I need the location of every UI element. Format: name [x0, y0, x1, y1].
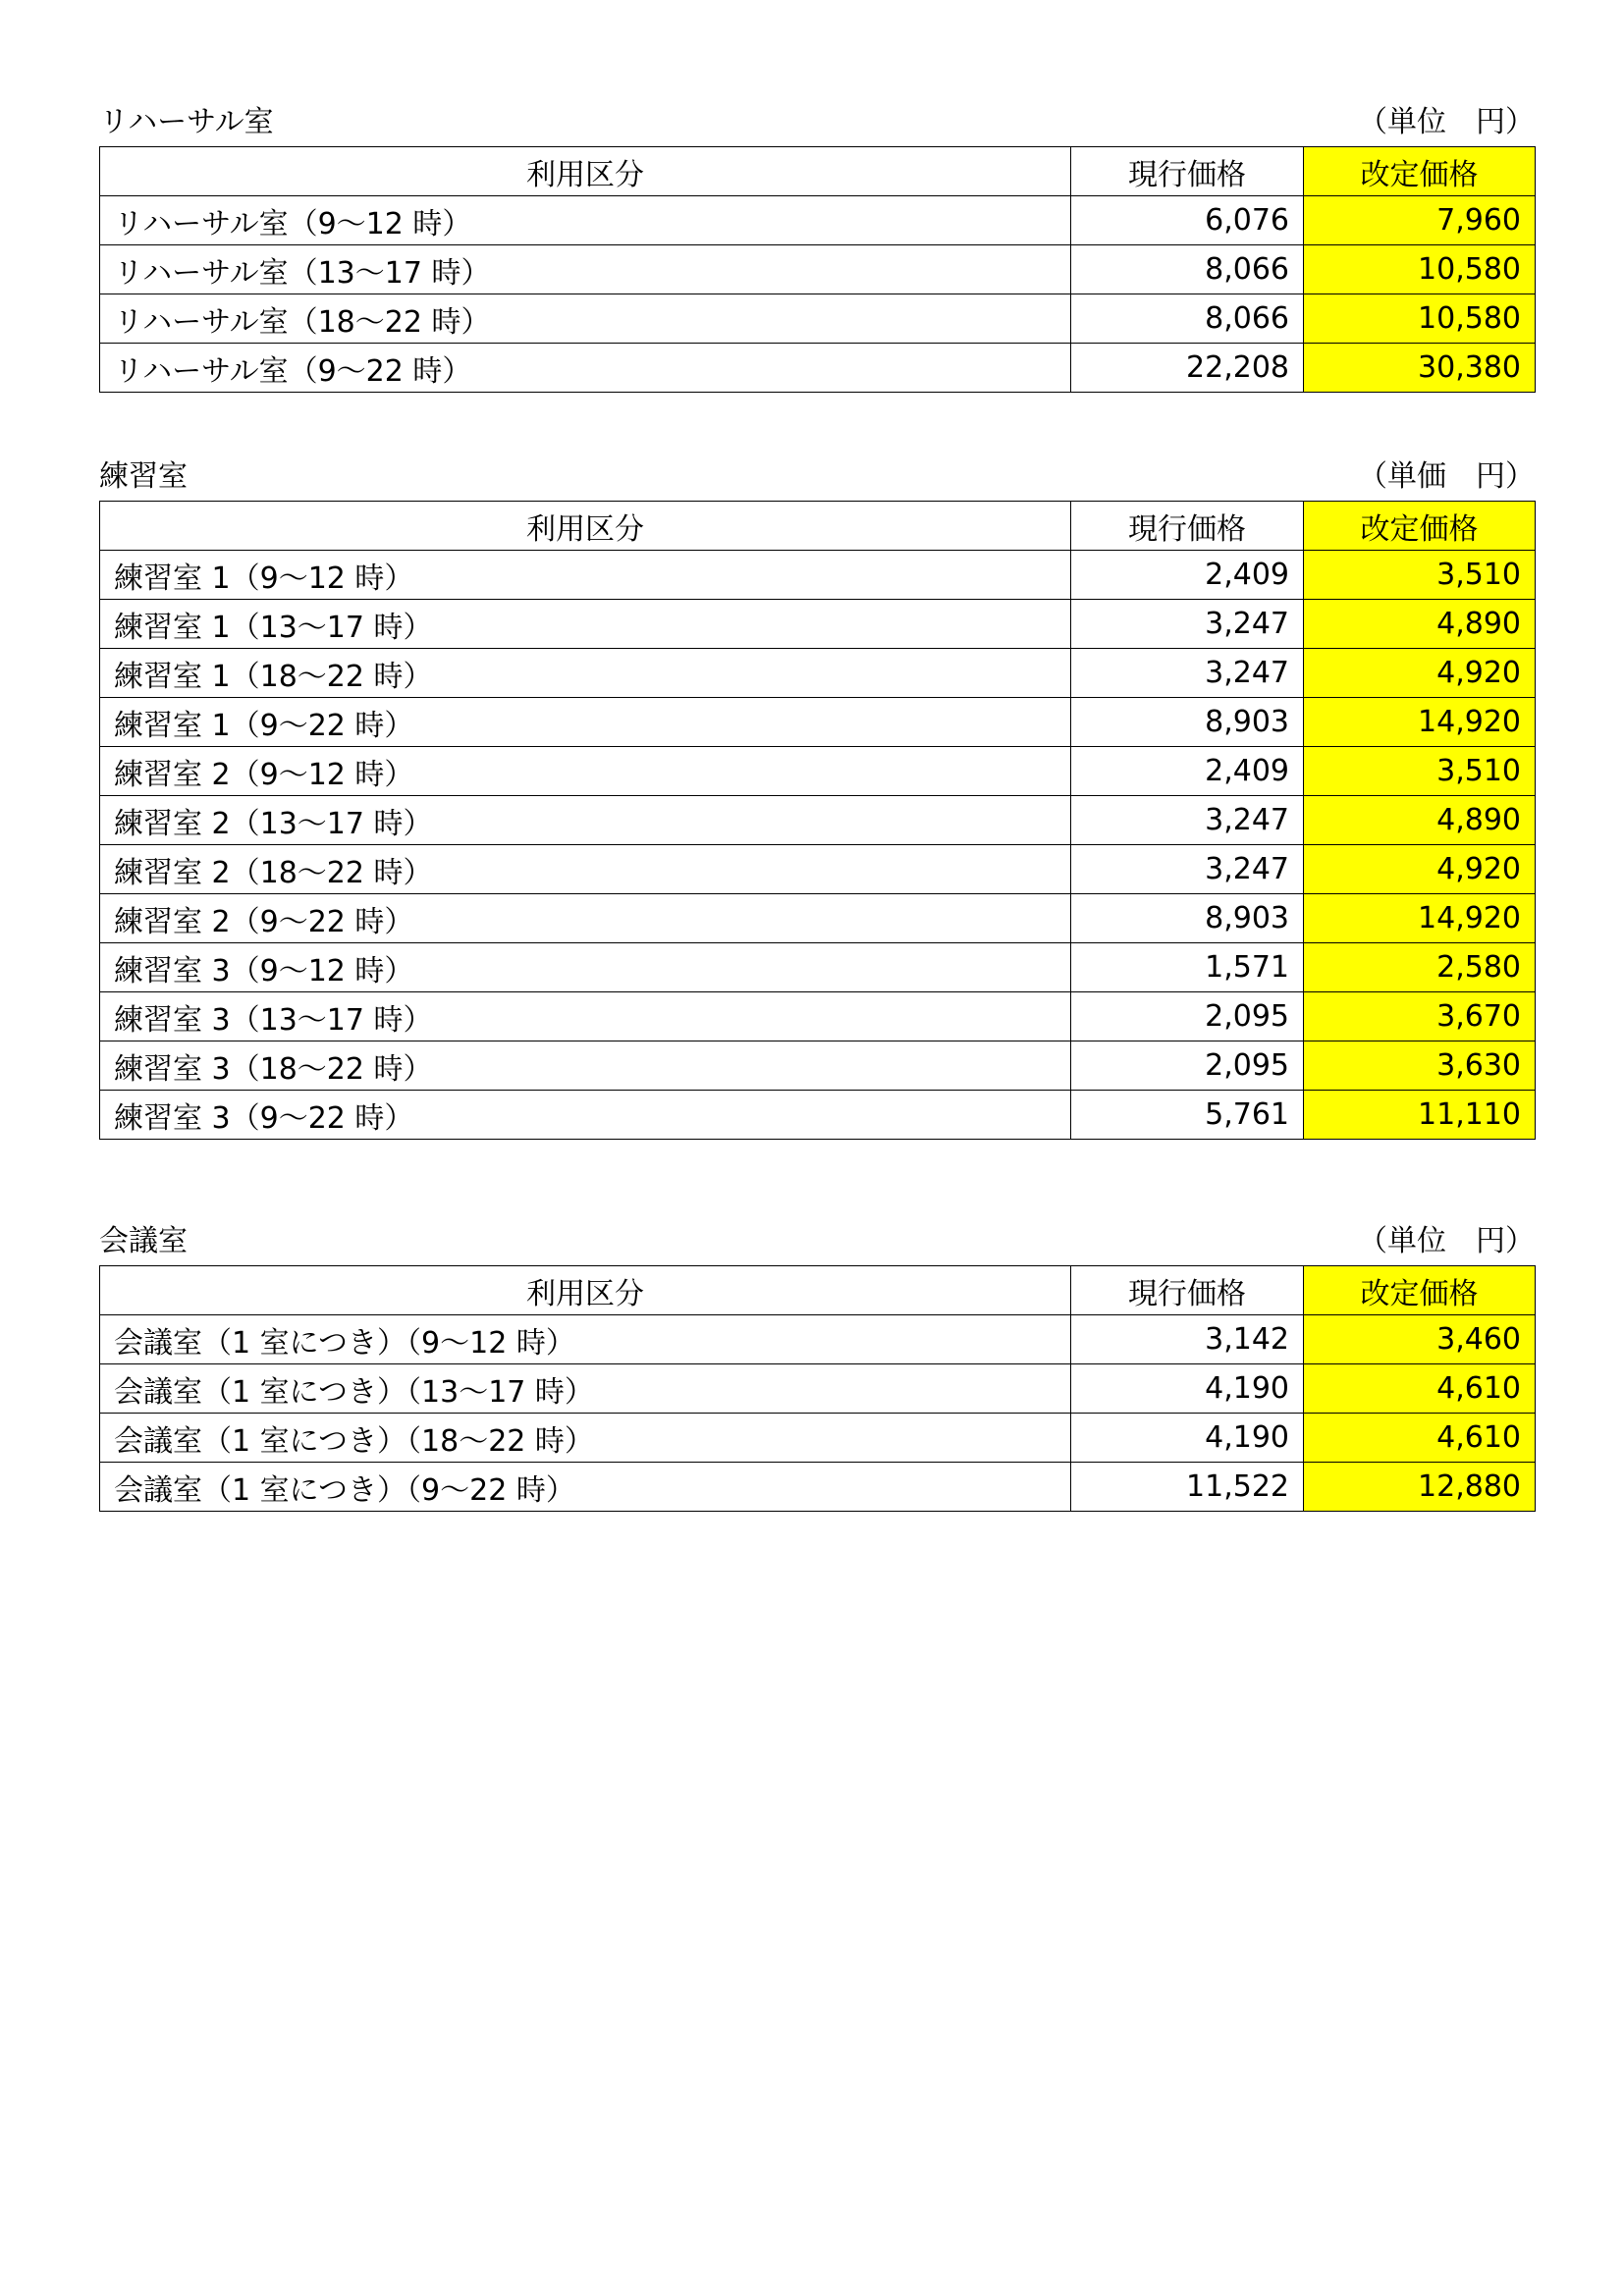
- row-label: リハーサル室（13～17 時）: [100, 245, 1071, 294]
- row-current-price: 8,903: [1071, 894, 1304, 943]
- price-table-meeting: [99, 1265, 1536, 1512]
- row-current-price: 2,095: [1071, 1041, 1304, 1091]
- row-label: 会議室（1 室につき）（13～17 時）: [100, 1364, 1071, 1414]
- section-title: 会議室: [99, 1224, 188, 1258]
- row-revised-price: 4,890: [1304, 796, 1536, 845]
- table-header-row: [100, 502, 1536, 551]
- row-label: 練習室 1（9～12 時）: [100, 551, 1071, 600]
- row-label: 練習室 2（9～22 時）: [100, 894, 1071, 943]
- row-current-price: 5,761: [1071, 1091, 1304, 1140]
- row-current-price: 22,208: [1071, 344, 1304, 393]
- section-unit: （単位 円）: [1358, 105, 1535, 139]
- row-revised-price: 4,920: [1304, 845, 1536, 894]
- row-current-price: 2,095: [1071, 992, 1304, 1041]
- section-header: [99, 1214, 1535, 1265]
- row-current-price: 1,571: [1071, 943, 1304, 992]
- table-row: [100, 1364, 1536, 1414]
- row-current-price: 8,066: [1071, 245, 1304, 294]
- row-label: リハーサル室（9～12 時）: [100, 196, 1071, 245]
- row-label: 会議室（1 室につき）（18～22 時）: [100, 1414, 1071, 1463]
- row-revised-price: 12,880: [1304, 1463, 1536, 1512]
- table-row: [100, 894, 1536, 943]
- row-revised-price: 3,510: [1304, 747, 1536, 796]
- row-label: 練習室 2（18～22 時）: [100, 845, 1071, 894]
- section-rehearsal: [99, 95, 1535, 393]
- table-row: [100, 796, 1536, 845]
- table-row: [100, 1091, 1536, 1140]
- table-row: [100, 294, 1536, 344]
- section-meeting: [99, 1214, 1535, 1512]
- table-row: [100, 943, 1536, 992]
- row-current-price: 8,066: [1071, 294, 1304, 344]
- header-revised-price: 改定価格: [1304, 147, 1536, 196]
- row-revised-price: 7,960: [1304, 196, 1536, 245]
- table-header-row: [100, 147, 1536, 196]
- row-label: 練習室 1（13～17 時）: [100, 600, 1071, 649]
- row-revised-price: 4,890: [1304, 600, 1536, 649]
- section-title: リハーサル室: [99, 105, 274, 139]
- row-revised-price: 11,110: [1304, 1091, 1536, 1140]
- header-revised-price: 改定価格: [1304, 1266, 1536, 1315]
- row-revised-price: 2,580: [1304, 943, 1536, 992]
- section-practice: [99, 450, 1535, 1140]
- section-unit: （単位 円）: [1358, 1224, 1535, 1258]
- row-label: 練習室 2（9～12 時）: [100, 747, 1071, 796]
- row-revised-price: 4,610: [1304, 1364, 1536, 1414]
- row-current-price: 3,247: [1071, 845, 1304, 894]
- table-row: [100, 1315, 1536, 1364]
- row-revised-price: 14,920: [1304, 894, 1536, 943]
- row-label: 練習室 3（9～12 時）: [100, 943, 1071, 992]
- row-revised-price: 3,460: [1304, 1315, 1536, 1364]
- header-usage-category: 利用区分: [100, 1266, 1071, 1315]
- row-revised-price: 4,920: [1304, 649, 1536, 698]
- row-revised-price: 4,610: [1304, 1414, 1536, 1463]
- row-current-price: 3,142: [1071, 1315, 1304, 1364]
- section-header: [99, 450, 1535, 501]
- table-row: [100, 600, 1536, 649]
- header-current-price: 現行価格: [1071, 147, 1304, 196]
- table-row: [100, 1041, 1536, 1091]
- row-current-price: 6,076: [1071, 196, 1304, 245]
- row-label: 練習室 3（13～17 時）: [100, 992, 1071, 1041]
- table-row: [100, 992, 1536, 1041]
- table-row: [100, 1414, 1536, 1463]
- header-current-price: 現行価格: [1071, 502, 1304, 551]
- row-current-price: 4,190: [1071, 1364, 1304, 1414]
- section-title: 練習室: [99, 459, 188, 494]
- row-label: 練習室 3（9～22 時）: [100, 1091, 1071, 1140]
- header-usage-category: 利用区分: [100, 502, 1071, 551]
- row-current-price: 8,903: [1071, 698, 1304, 747]
- table-row: [100, 344, 1536, 393]
- row-current-price: 2,409: [1071, 551, 1304, 600]
- header-revised-price: 改定価格: [1304, 502, 1536, 551]
- header-current-price: 現行価格: [1071, 1266, 1304, 1315]
- table-row: [100, 698, 1536, 747]
- table-row: [100, 196, 1536, 245]
- price-table-practice: [99, 501, 1536, 1140]
- row-revised-price: 3,510: [1304, 551, 1536, 600]
- row-revised-price: 10,580: [1304, 245, 1536, 294]
- table-row: [100, 845, 1536, 894]
- table-row: [100, 747, 1536, 796]
- row-label: 練習室 1（9～22 時）: [100, 698, 1071, 747]
- row-revised-price: 10,580: [1304, 294, 1536, 344]
- row-revised-price: 14,920: [1304, 698, 1536, 747]
- price-table-rehearsal: [99, 146, 1536, 393]
- row-label: リハーサル室（18～22 時）: [100, 294, 1071, 344]
- table-row: [100, 649, 1536, 698]
- row-revised-price: 30,380: [1304, 344, 1536, 393]
- section-unit: （単価 円）: [1358, 459, 1535, 494]
- header-usage-category: 利用区分: [100, 147, 1071, 196]
- row-label: リハーサル室（9～22 時）: [100, 344, 1071, 393]
- row-current-price: 3,247: [1071, 600, 1304, 649]
- row-current-price: 3,247: [1071, 649, 1304, 698]
- table-row: [100, 245, 1536, 294]
- row-revised-price: 3,630: [1304, 1041, 1536, 1091]
- row-label: 練習室 2（13～17 時）: [100, 796, 1071, 845]
- row-label: 会議室（1 室につき）（9～12 時）: [100, 1315, 1071, 1364]
- table-row: [100, 551, 1536, 600]
- row-current-price: 11,522: [1071, 1463, 1304, 1512]
- table-header-row: [100, 1266, 1536, 1315]
- row-label: 会議室（1 室につき）（9～22 時）: [100, 1463, 1071, 1512]
- row-current-price: 3,247: [1071, 796, 1304, 845]
- row-revised-price: 3,670: [1304, 992, 1536, 1041]
- row-label: 練習室 1（18～22 時）: [100, 649, 1071, 698]
- table-row: [100, 1463, 1536, 1512]
- section-header: [99, 95, 1535, 146]
- row-label: 練習室 3（18～22 時）: [100, 1041, 1071, 1091]
- row-current-price: 2,409: [1071, 747, 1304, 796]
- row-current-price: 4,190: [1071, 1414, 1304, 1463]
